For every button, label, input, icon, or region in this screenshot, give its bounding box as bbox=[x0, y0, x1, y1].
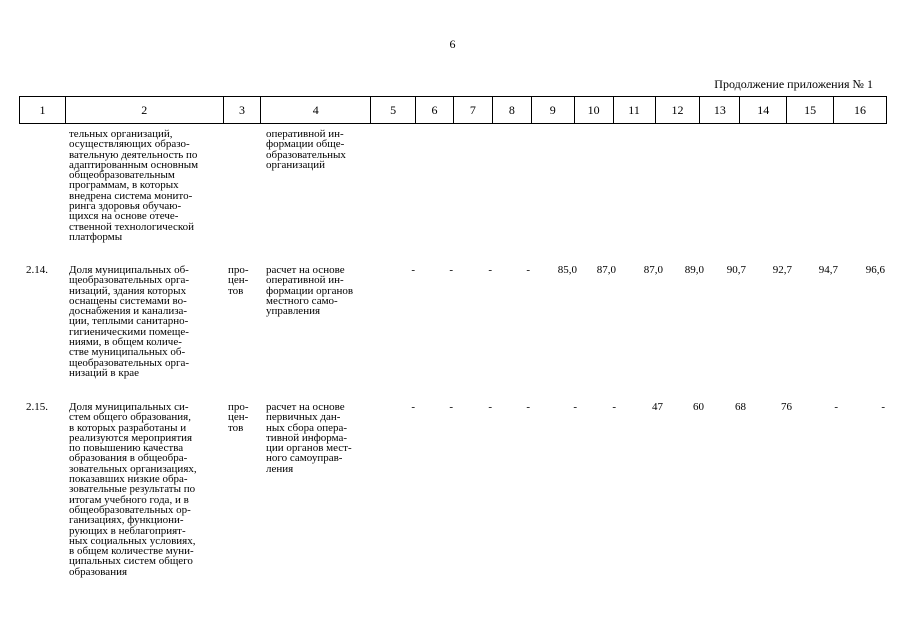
page-number: 6 bbox=[449, 37, 456, 51]
value-cell: 85,0 bbox=[557, 264, 577, 276]
value-cell: 60 bbox=[693, 401, 704, 413]
value-cell: - bbox=[526, 401, 530, 413]
value-cell: - bbox=[526, 264, 530, 276]
value-cell: - bbox=[573, 401, 577, 413]
continued-method-text: оперативной ин- формации обще- образовательных организаций bbox=[266, 128, 346, 171]
value-cell: - bbox=[488, 401, 492, 413]
value-cell: - bbox=[881, 401, 885, 413]
indicator-name: Доля муниципальных си- стем общего образования, в которых разработаны и реализуются мероприятия по повышению качества образования в общеобра- зовательных организациях, показавших низкие обра- зовательные результаты по итогам учебного года, и в общеобразовательных ор- ганизациях, функциони- рующих в неблагоприят- ных социальных условиях, в общем количестве муни- ципальных систем общего образования bbox=[69, 401, 197, 578]
value-cell: 87,0 bbox=[596, 264, 616, 276]
header-cell: 13 bbox=[700, 97, 740, 123]
value-cell: 89,0 bbox=[684, 264, 704, 276]
header-cell: 5 bbox=[371, 97, 416, 123]
value-cell: 47 bbox=[652, 401, 663, 413]
value-cell: 90,7 bbox=[726, 264, 746, 276]
continued-indicator-name: тельных организаций, осуществляющих образо- вательную деятельность по адаптированным основным общеобразовательным программам, в которых внедрена система монито- ринга здоровья обучаю- щихся на основе отече- ственной технологической платформы bbox=[69, 128, 199, 243]
value-cell: 68 bbox=[735, 401, 746, 413]
table-header-row bbox=[19, 96, 887, 124]
value-cell: - bbox=[834, 401, 838, 413]
indicator-name: Доля муниципальных об- щеобразовательных орга- низаций, здания которых оснащены системами во- доснабжения и канализа- ции, теплыми санитарно- гигиеническими помеще- ниями, в общем количе- стве муниципальных об- щеобразовательных орга- низаций в крае bbox=[69, 264, 190, 379]
header-cell: 15 bbox=[787, 97, 834, 123]
header-cell: 4 bbox=[261, 97, 371, 123]
value-cell: - bbox=[411, 401, 415, 413]
header-cell: 3 bbox=[224, 97, 262, 123]
calculation-method: расчет на основе первичных дан- ных сбора опера- тивной информа- ции органов мест- ного самоуправ- ления bbox=[266, 401, 352, 475]
value-cell: - bbox=[449, 264, 453, 276]
value-cell: 94,7 bbox=[818, 264, 838, 276]
value-cell: 76 bbox=[781, 401, 792, 413]
header-cell: 2 bbox=[66, 97, 224, 123]
unit-of-measure: про- цен- тов bbox=[228, 264, 249, 297]
calculation-method: расчет на основе оперативной ин- формации органов местного само- управления bbox=[266, 264, 354, 318]
value-cell: - bbox=[488, 264, 492, 276]
value-cell: 92,7 bbox=[772, 264, 792, 276]
header-cell: 11 bbox=[614, 97, 656, 123]
header-cell: 14 bbox=[740, 97, 787, 123]
value-cell: - bbox=[612, 401, 616, 413]
row-number: 2.15. bbox=[26, 401, 48, 413]
header-cell: 7 bbox=[454, 97, 493, 123]
value-cell: 96,6 bbox=[865, 264, 885, 276]
continuation-title: Продолжение приложения № 1 bbox=[714, 77, 873, 91]
unit-of-measure: про- цен- тов bbox=[228, 401, 249, 434]
header-cell: 6 bbox=[416, 97, 454, 123]
value-cell: 87,0 bbox=[643, 264, 663, 276]
header-cell: 12 bbox=[656, 97, 701, 123]
header-cell: 8 bbox=[493, 97, 532, 123]
header-cell: 16 bbox=[854, 102, 867, 117]
header-cell: 1 bbox=[20, 97, 66, 123]
header-cell: 10 bbox=[575, 97, 614, 123]
row-number: 2.14. bbox=[26, 264, 48, 276]
value-cell: - bbox=[411, 264, 415, 276]
header-cell: 9 bbox=[532, 97, 575, 123]
value-cell: - bbox=[449, 401, 453, 413]
